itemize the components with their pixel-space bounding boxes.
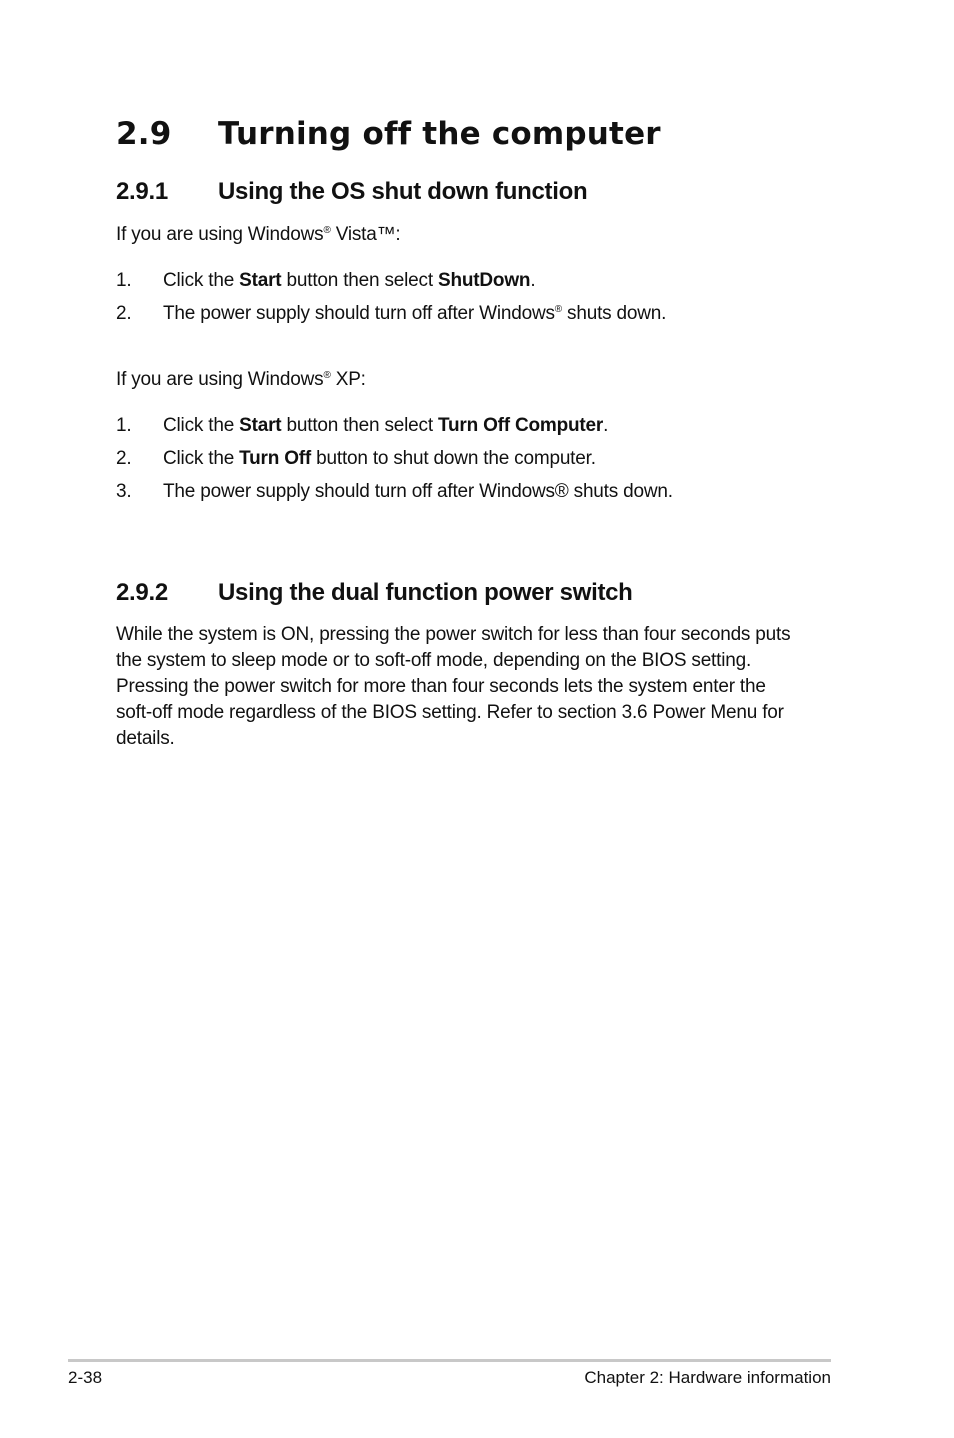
chapter-label: Chapter 2: Hardware information xyxy=(584,1368,831,1387)
paragraph-line: While the system is ON, pressing the power switch for less than four seconds puts xyxy=(116,624,791,645)
paragraph-line: the system to sleep mode or to soft-off mode, depending on the BIOS setting. xyxy=(116,650,752,671)
step-text: shuts down. xyxy=(561,303,667,324)
paragraph-line: Pressing the power switch for more than four seconds lets the system enter the xyxy=(116,676,766,697)
vista-intro-suffix: Vista™: xyxy=(330,224,401,245)
xp-intro xyxy=(116,369,366,391)
step-text: Click the xyxy=(163,448,240,469)
xp-intro-suffix: XP: xyxy=(330,369,366,390)
vista-intro-text: If you are using Windows xyxy=(116,224,324,245)
title-text: Turning off the computer xyxy=(218,116,661,152)
list-number: 3. xyxy=(116,481,132,502)
registered-mark: ® xyxy=(554,304,562,315)
list-number: 2. xyxy=(116,448,132,469)
page-title xyxy=(116,116,661,152)
step-bold: Start xyxy=(239,415,282,436)
section-number: 2.9.1 xyxy=(116,178,168,205)
list-item xyxy=(116,415,608,437)
list-number: 1. xyxy=(116,270,132,291)
vista-intro xyxy=(116,224,401,246)
list-item xyxy=(116,448,596,470)
step-text: The power supply should turn off after Windows® shuts down. xyxy=(163,481,673,502)
list-item xyxy=(116,481,673,503)
step-text: . xyxy=(530,270,536,291)
registered-mark: ® xyxy=(323,225,331,236)
list-item xyxy=(116,303,666,325)
paragraph-line: details. xyxy=(116,728,175,749)
list-number: 2. xyxy=(116,303,132,324)
footer-divider xyxy=(68,1359,831,1362)
step-text: Click the xyxy=(163,415,240,436)
step-text: button to shut down the computer. xyxy=(311,448,596,469)
power-switch-paragraph xyxy=(116,622,836,752)
step-text: button then select xyxy=(281,270,438,291)
step-text: . xyxy=(603,415,609,436)
section-heading-2-9-1 xyxy=(116,178,587,206)
step-bold: Turn Off Computer xyxy=(438,415,604,436)
page-number: 2-38 xyxy=(68,1368,103,1387)
step-text: Click the xyxy=(163,270,240,291)
step-bold: ShutDown xyxy=(438,270,531,291)
step-bold: Turn Off xyxy=(239,448,312,469)
list-number: 1. xyxy=(116,415,132,436)
section-heading-2-9-2 xyxy=(116,579,633,607)
section-number: 2.9.2 xyxy=(116,579,168,606)
xp-intro-text: If you are using Windows xyxy=(116,369,324,390)
step-text: The power supply should turn off after Windows xyxy=(163,303,555,324)
registered-mark: ® xyxy=(323,370,331,381)
list-item xyxy=(116,270,535,292)
step-text: button then select xyxy=(281,415,438,436)
title-number: 2.9 xyxy=(116,116,172,152)
paragraph-line: soft-off mode regardless of the BIOS setting. Refer to section 3.6 Power Menu for xyxy=(116,702,784,723)
section-title: Using the dual function power switch xyxy=(218,579,633,606)
section-title: Using the OS shut down function xyxy=(218,178,588,205)
step-bold: Start xyxy=(239,270,282,291)
